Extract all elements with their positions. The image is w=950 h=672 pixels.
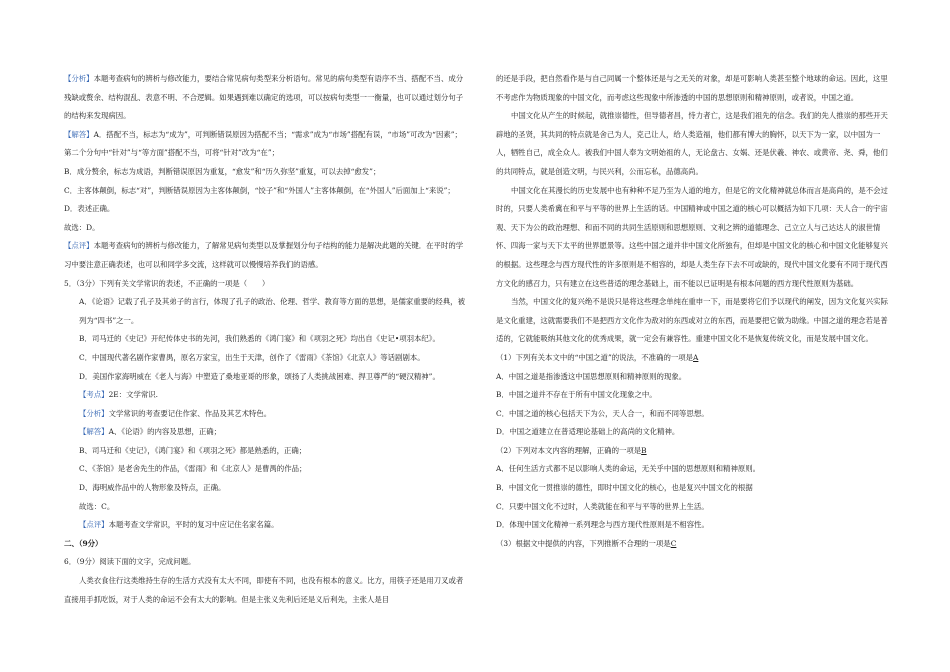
analysis-block-5 xyxy=(64,405,468,424)
left-column xyxy=(64,70,468,609)
comment-block-5 xyxy=(64,516,468,535)
subquestion-2-option-b: B．中国文化一贯推崇的德性，即时中国文化的核心，也是复兴中国文化的根据 xyxy=(496,483,753,493)
passage-paragraph-4: 当然，中国文化的复兴绝不是说只是将这些理念单纯在重申一下，而是要将它们予以现代的阐发，因为文化复兴实际是文化重建，这就需要我们不是把西方文化作为敌对的东西或对立的东西，而是要把它做为助缘。中国之道的理念若是普适的，它就能吸纳其他文化的优秀成果，就一定会有兼容性。重建中国文化不是恢复传统文化，而是发展中国文化。 xyxy=(496,297,888,344)
analysis-tag: 【分析】 xyxy=(79,408,109,418)
subquestion-3-text: （3）根据文中提供的内容，下列推断不合理的一项是 xyxy=(496,538,671,548)
answer-option-a: A．搭配不当，标志为“成为”，可判断错误原因为搭配不当；“需求”成为“市场”搭配有误，“市场”可改为“因素”；第二个分句中“针对”与“等方面”搭配不当，可将“针对”改为“在”； xyxy=(64,129,462,158)
answer-tag: 【解答】 xyxy=(64,129,94,139)
analysis-block-1 xyxy=(64,70,468,126)
answer-block-5 xyxy=(64,423,468,442)
comment-text: 本题考查病句的辨析与修改能力，了解常见病句类型以及掌握划分句子结构的能力是解决此题的关键．在平时的学习中要注意正确表述，也可以和同学多交流，这样就可以慢慢培养我们的语感。 xyxy=(64,241,464,269)
subquestion-1-option-c: C．中国之道的核心包括天下为公，天人合一，和而不同等思想。 xyxy=(496,408,709,418)
passage-paragraph-2: 中国文化从产生的时候起，就推崇德性，但导德者昌，恃力者亡，这是我们祖先的信念。我们的先人推崇的那些开天辟地的圣贤，其共同的特点就是舍己为人，克己让人，给人类造福，他们都有博大的胸怀，以天下为一家，以中国为一人，牺牲自己，成全众人。被我们中国人奉为文明始祖的人，无论盘古、女娲、还是伏羲、神农、或黄帝、尧、舜，他们的共同特点，就是创造文明，与民兴利，公而忘私，品德高尚。 xyxy=(496,111,888,176)
subquestion-2-option-d: D．体现中国文化精神一系列理念与西方现代性原则是不相容性。 xyxy=(496,520,709,530)
subquestion-1-text: （1）下列有关本文中的“中国之道”的说法，不准确的一项是 xyxy=(496,352,694,362)
answer-option-d: D、海明威作品中的人物形象及特点，正确。 xyxy=(79,483,226,493)
subquestion-2-answer: B xyxy=(641,445,647,455)
answer-option-c: C、《茶馆》是老舍先生的作品，《雷雨》和《北京人》是曹禺的作品； xyxy=(79,464,307,474)
passage-paragraph-3: 中国文化在其漫长的历史发展中也有种种不足乃至为人道的地方，但是它的文化精神就总体而言是高尚的，是不会过时的，只要人类希冀在和平与平等的世界上生活的话。中国精神或中国之道的核心可以概括为如下几项：天人合一的宇宙观、天下为公的政治理想、和而不同的共同生活原则和思想原则、文利之辨的道德理念、己立立人与己达达人的淑世情怀、四海一家与天下太平的世界愿景等。这些中国之道并非中国文化所独有，但却是中国文化的核心和中国文化能够复兴的根据。这些理念与西方现代性的许多原则是不相容的，却是人类生存下去不可或缺的，现代中国文化要有不同于现代西方文化的感召力，只有建立在这些普适的理念基础上，而不能以已证明是有根本问题的西方现代性原则为基础。 xyxy=(496,185,888,288)
answer-block-1 xyxy=(64,126,468,163)
question-6-stem: 6．（9分）阅读下面的文字，完成问题。 xyxy=(64,557,196,567)
subquestion-1-option-b: B．中国之道并不存在于所有中国文化现象之中。 xyxy=(496,390,657,400)
question-5-option-d: D．美国作家海明威在《老人与海》中塑造了桑地亚哥的形象，颂扬了人类挑战困难、捍卫尊严的“硬汉精神”。 xyxy=(79,371,440,381)
kaodian-text: 2E：文学常识. xyxy=(108,390,158,400)
subquestion-1-answer: A xyxy=(693,352,699,362)
subquestion-2-text: （2）下列对本文内容的理解，正确的一项是 xyxy=(496,445,642,455)
right-column xyxy=(496,70,894,553)
answer-option-b: B、司马迁和《史记》，《鸿门宴》和《项羽之死》都是熟悉的，正确； xyxy=(79,445,307,455)
passage-paragraph-1: 人类衣食住行这类维持生存的生活方式没有太大不同，即使有不同，也没有根本的意义。比方，用筷子还是用刀叉或者直接用手抓吃饭，对于人类的命运不会有太大的影响。但是主张义先利后还是义后利先，主张人是目 xyxy=(64,576,464,604)
subquestion-2-stem xyxy=(496,442,894,461)
answer-option-d: D．表述正确。 xyxy=(64,204,115,214)
answer-option-c: C．主客体颠倒，标志“对”，判断错误原因为主客体颠倒，“饺子”和“外国人”主客体颠倒，在“外国人”后面加上“来说”； xyxy=(64,185,455,195)
question-5-stem: 5．（3分）下列有关文学常识的表述，不正确的一项是（ ） xyxy=(64,278,270,288)
analysis-text: 文学常识的考查要记住作家、作品及其艺术特色。 xyxy=(108,408,272,418)
analysis-text: 本题考查病句的辨析与修改能力，要结合常见病句类型来分析语句。常见的病句类型有语序不当、搭配不当、成分残缺或赘余、结构混乱、表意不明、不合逻辑。如果遇到难以确定的选项，可以按病句类型一一衡量，也可以通过划分句子的结构来发现病因。 xyxy=(64,74,464,121)
subquestion-3-answer: C xyxy=(670,538,677,548)
question-5-option-a: A．《论语》记载了孔子及其弟子的言行，体现了孔子的政治、伦理、哲学、教育等方面的思想，是儒家重要的经典，被列为“四书”之一。 xyxy=(79,297,465,325)
comment-block-1 xyxy=(64,237,468,274)
comment-text: 本题考查文学常识，平时的复习中应记住名家名篇。 xyxy=(108,520,279,530)
answer-option-b: B．成分赘余，标志为成语，判断错误原因为重复，“愈发”和“历久弥坚”重复，可以去掉“愈发”； xyxy=(64,166,381,176)
answer-conclusion: 故选：C。 xyxy=(79,501,115,511)
answer-conclusion: 故选：D。 xyxy=(64,222,100,232)
subquestion-3-stem xyxy=(496,535,894,554)
section-title: 二、（9分） xyxy=(64,538,103,548)
subquestion-2-option-a: A．任何生活方式都不足以影响人类的命运，无关乎中国的思想原则和精神原则。 xyxy=(496,464,761,474)
question-5-option-c: C．中国现代著名剧作家曹禺，原名万家宝，出生于天津，创作了《雷雨》《茶馆》《北京人》等话剧剧本。 xyxy=(79,352,425,362)
comment-tag: 【点评】 xyxy=(64,241,94,251)
kaodian-tag: 【考点】 xyxy=(79,390,109,400)
subquestion-1-option-a: A．中国之道是指渗透这中国思想原则和精神原则的现象。 xyxy=(496,371,687,381)
comment-tag: 【点评】 xyxy=(79,520,109,530)
passage-paragraph-1-cont: 的还是手段，把自然看作是与自己同属一个整体还是与之无关的对象，却是可影响人类甚至整个地球的命运。因此，这里不考虑作为物质现象的中国文化，而考虑这些现象中所渗透的中国的思想原则和精神原则，或者说，中国之道。 xyxy=(496,74,888,102)
question-5-option-b: B．司马迁的《史记》开纪传体史书的先河，我们熟悉的《鸿门宴》和《项羽之死》均出自《史记•项羽本纪》。 xyxy=(79,334,440,344)
answer-tag: 【解答】 xyxy=(79,427,109,437)
subquestion-1-stem xyxy=(496,349,894,368)
answer-option-a: A、《论语》的内容及思想，正确； xyxy=(108,427,222,437)
subquestion-1-option-d: D．中国之道建立在普适理论基础上的高尚的文化精神。 xyxy=(496,427,680,437)
kaodian-block xyxy=(64,386,468,405)
analysis-tag: 【分析】 xyxy=(64,74,94,83)
subquestion-2-option-c: C．只要中国文化不过时，人类就能在和平与平等的世界上生活。 xyxy=(496,501,709,511)
